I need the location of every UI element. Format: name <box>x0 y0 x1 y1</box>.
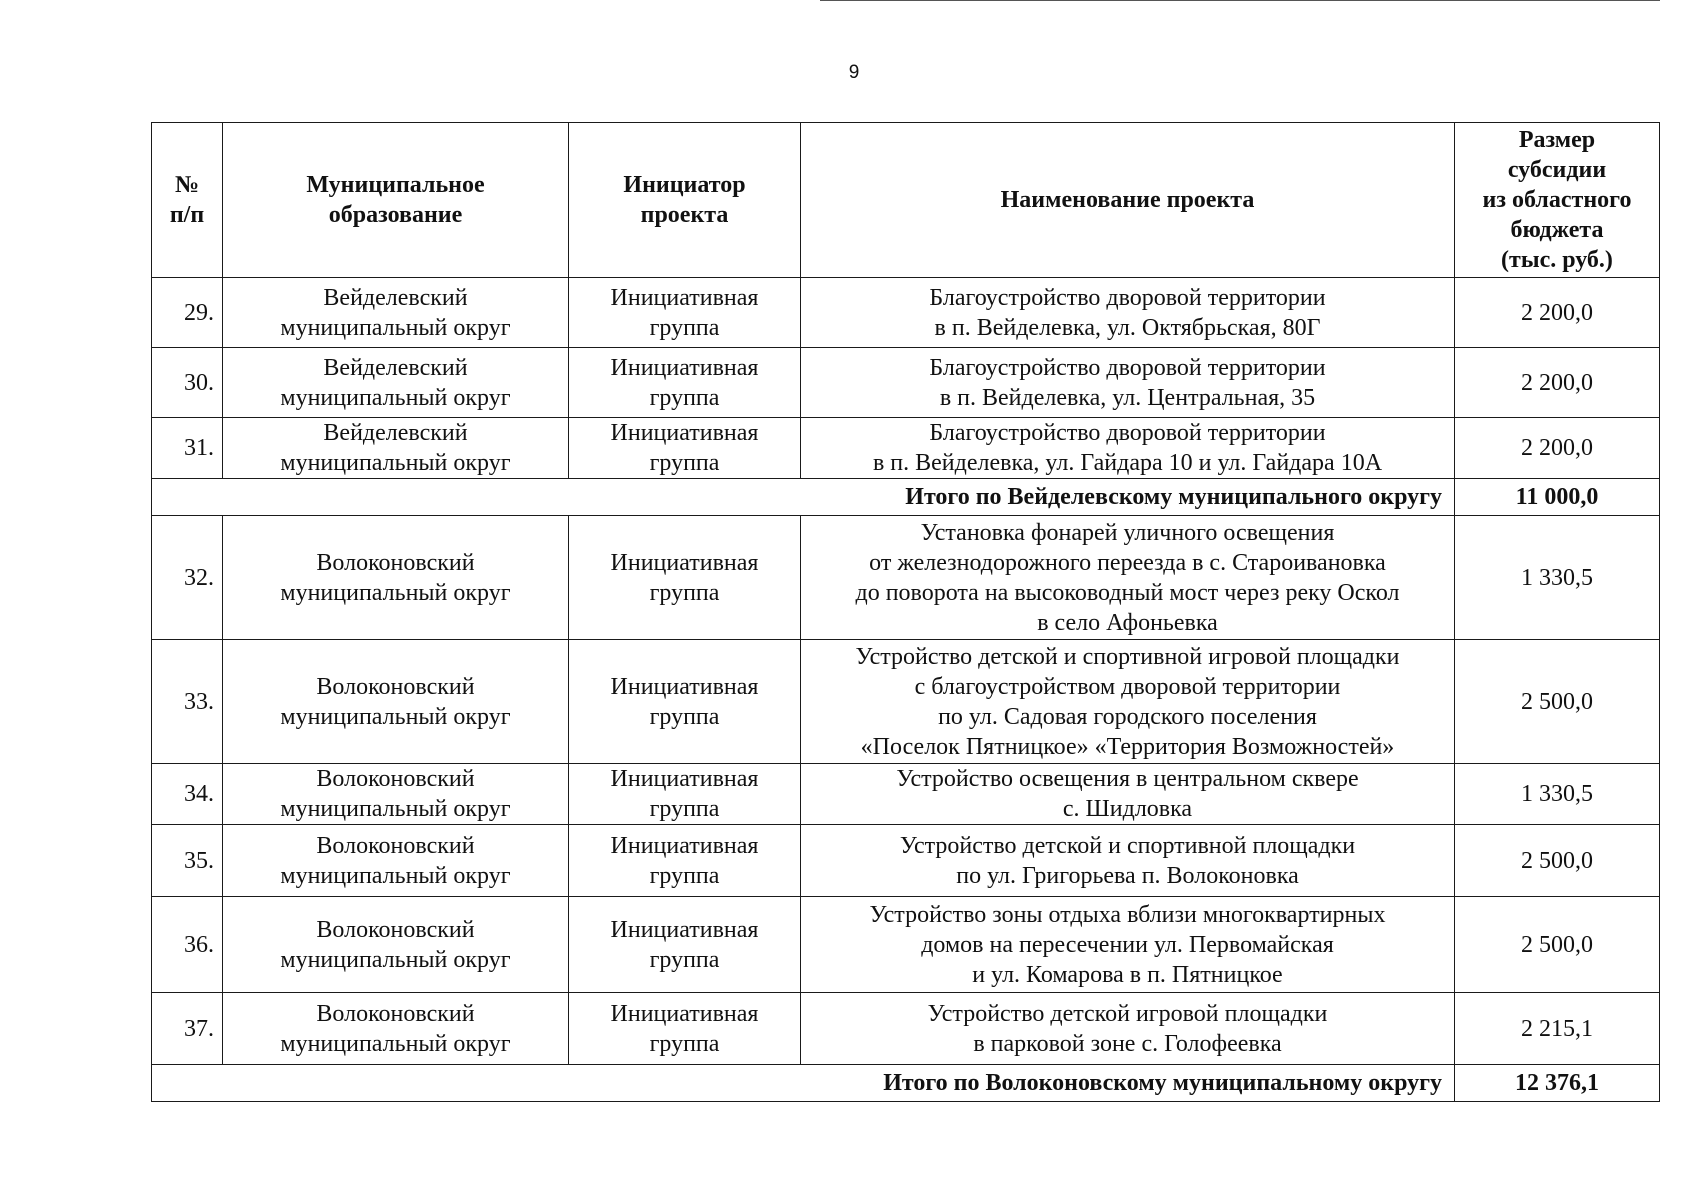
subsidy-cell: 2 500,0 <box>1455 640 1660 764</box>
subsidy-table <box>151 122 1660 1102</box>
subsidy-cell: 2 500,0 <box>1455 825 1660 897</box>
total-value: 12 376,1 <box>1455 1065 1660 1102</box>
project-name-cell: Устройство освещения в центральном сквере с. Шидловка <box>801 764 1455 825</box>
project-name-cell: Устройство детской и спортивной игровой площадки с благоустройством дворовой территории по ул. Садовая городского поселения «Поселок Пятницкое» «Территория Возможностей» <box>801 640 1455 764</box>
municipality-cell: Волоконовский муниципальный округ <box>223 825 569 897</box>
subsidy-cell: 2 200,0 <box>1455 348 1660 418</box>
total-row <box>152 479 1660 516</box>
header-project-name: Наименование проекта <box>801 123 1455 278</box>
initiator-cell: Инициативная группа <box>569 348 801 418</box>
project-name-cell: Благоустройство дворовой территории в п. Вейделевка, ул. Октябрьская, 80Г <box>801 278 1455 348</box>
project-name-cell: Установка фонарей уличного освещения от железнодорожного переезда в с. Староивановка до поворота на высоководный мост через реку Оскол в село Афоньевка <box>801 516 1455 640</box>
municipality-cell: Волоконовский муниципальный округ <box>223 516 569 640</box>
table-row <box>152 278 1660 348</box>
page-number: 9 <box>848 62 860 83</box>
municipality-cell: Вейделевский муниципальный округ <box>223 418 569 479</box>
total-label: Итого по Вейделевскому муниципального округу <box>152 479 1455 516</box>
row-number: 35. <box>152 825 223 897</box>
table-row <box>152 897 1660 993</box>
header-municipality: Муниципальное образование <box>223 123 569 278</box>
header-initiator: Инициатор проекта <box>569 123 801 278</box>
table-body <box>152 278 1660 1102</box>
table-row <box>152 348 1660 418</box>
table-row <box>152 640 1660 764</box>
municipality-cell: Волоконовский муниципальный округ <box>223 993 569 1065</box>
initiator-cell: Инициативная группа <box>569 764 801 825</box>
row-number: 34. <box>152 764 223 825</box>
initiator-cell: Инициативная группа <box>569 418 801 479</box>
project-name-cell: Устройство зоны отдыха вблизи многоквартирных домов на пересечении ул. Первомайская и ул. Комарова в п. Пятницкое <box>801 897 1455 993</box>
subsidy-cell: 1 330,5 <box>1455 516 1660 640</box>
subsidy-cell: 2 200,0 <box>1455 418 1660 479</box>
total-value: 11 000,0 <box>1455 479 1660 516</box>
table-header-row <box>152 123 1660 278</box>
row-number: 36. <box>152 897 223 993</box>
initiator-cell: Инициативная группа <box>569 825 801 897</box>
initiator-cell: Инициативная группа <box>569 897 801 993</box>
header-number: № п/п <box>152 123 223 278</box>
municipality-cell: Вейделевский муниципальный округ <box>223 278 569 348</box>
initiator-cell: Инициативная группа <box>569 516 801 640</box>
municipality-cell: Волоконовский муниципальный округ <box>223 897 569 993</box>
subsidy-cell: 2 500,0 <box>1455 897 1660 993</box>
municipality-cell: Волоконовский муниципальный округ <box>223 764 569 825</box>
municipality-cell: Волоконовский муниципальный округ <box>223 640 569 764</box>
top-rule <box>820 0 1660 1</box>
project-name-cell: Устройство детской игровой площадки в парковой зоне с. Голофеевка <box>801 993 1455 1065</box>
subsidy-cell: 1 330,5 <box>1455 764 1660 825</box>
project-name-cell: Благоустройство дворовой территории в п. Вейделевка, ул. Центральная, 35 <box>801 348 1455 418</box>
subsidy-cell: 2 200,0 <box>1455 278 1660 348</box>
row-number: 29. <box>152 278 223 348</box>
row-number: 37. <box>152 993 223 1065</box>
municipality-cell: Вейделевский муниципальный округ <box>223 348 569 418</box>
project-name-cell: Устройство детской и спортивной площадки по ул. Григорьева п. Волоконовка <box>801 825 1455 897</box>
header-subsidy: Размер субсидии из областного бюджета (тыс. руб.) <box>1455 123 1660 278</box>
row-number: 32. <box>152 516 223 640</box>
total-row <box>152 1065 1660 1102</box>
initiator-cell: Инициативная группа <box>569 640 801 764</box>
total-label: Итого по Волоконовскому муниципальному округу <box>152 1065 1455 1102</box>
row-number: 30. <box>152 348 223 418</box>
row-number: 31. <box>152 418 223 479</box>
subsidy-cell: 2 215,1 <box>1455 993 1660 1065</box>
table-row <box>152 516 1660 640</box>
table-row <box>152 418 1660 479</box>
row-number: 33. <box>152 640 223 764</box>
table-row <box>152 993 1660 1065</box>
table-row <box>152 764 1660 825</box>
table-row <box>152 825 1660 897</box>
initiator-cell: Инициативная группа <box>569 278 801 348</box>
initiator-cell: Инициативная группа <box>569 993 801 1065</box>
project-name-cell: Благоустройство дворовой территории в п. Вейделевка, ул. Гайдара 10 и ул. Гайдара 10А <box>801 418 1455 479</box>
